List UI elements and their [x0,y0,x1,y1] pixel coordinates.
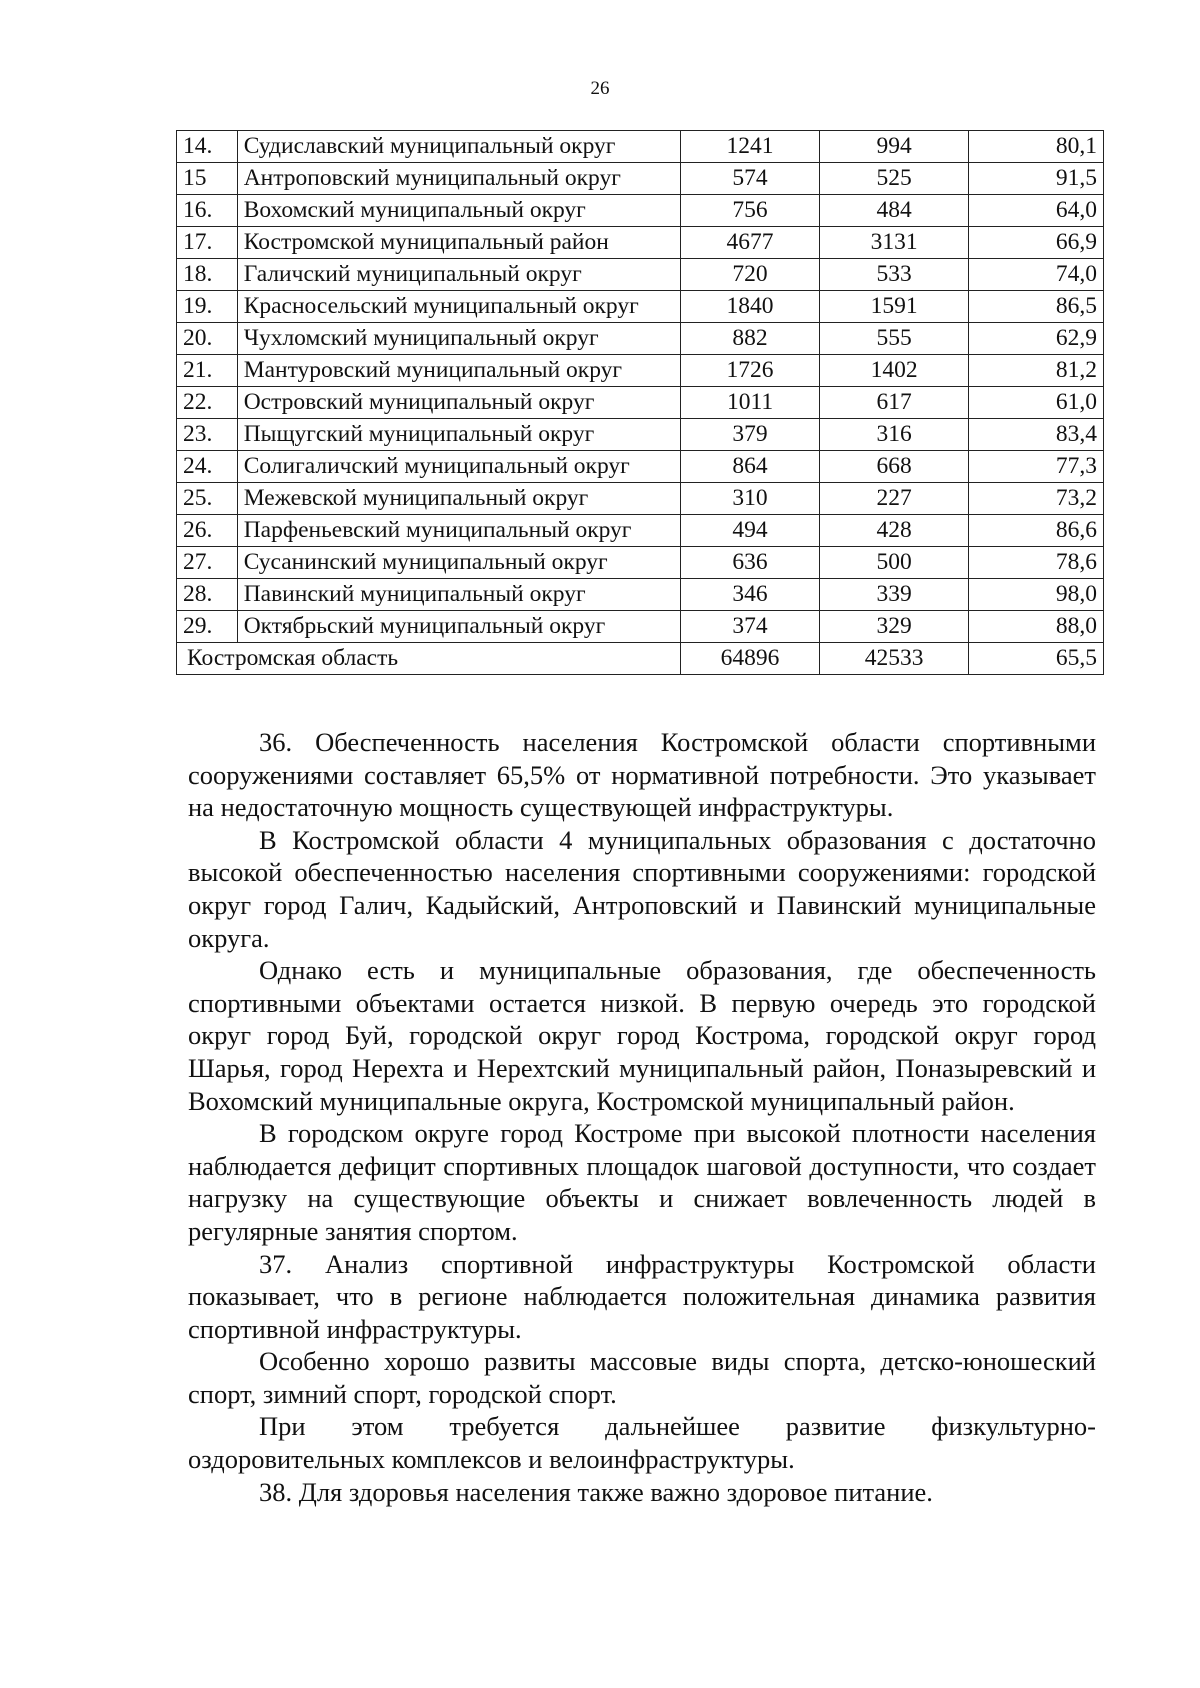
actual-capacity: 994 [820,131,969,163]
required-capacity: 720 [681,259,820,291]
table-row [177,163,1104,195]
provision-percent: 66,9 [969,227,1104,259]
actual-capacity: 500 [820,547,969,579]
actual-capacity: 533 [820,259,969,291]
required-capacity: 346 [681,579,820,611]
provision-percent: 98,0 [969,579,1104,611]
municipality-name: Межевской муниципальный округ [237,483,680,515]
table-row [177,419,1104,451]
actual-capacity: 525 [820,163,969,195]
table-row [177,611,1104,643]
municipality-name: Сусанинский муниципальный округ [237,547,680,579]
required-capacity: 1726 [681,355,820,387]
table-total-row [177,643,1104,675]
row-number: 25. [177,483,238,515]
municipality-name: Костромской муниципальный район [237,227,680,259]
provision-percent: 80,1 [969,131,1104,163]
municipality-name: Парфеньевский муниципальный округ [237,515,680,547]
actual-capacity: 1402 [820,355,969,387]
paragraph: При этом требуется дальнейшее развитие физкультурно-оздоровительных комплексов и велоинфраструктуры. [188,1411,1096,1475]
paragraph: В городском округе город Костроме при высокой плотности населения наблюдается дефицит спортивных площадок шаговой доступности, что создает нагрузку на существующие объекты и снижает вовлеченность людей в регулярные занятия спортом. [188,1118,1096,1246]
table-row [177,227,1104,259]
required-capacity: 4677 [681,227,820,259]
table-row [177,387,1104,419]
row-number: 17. [177,227,238,259]
total-actual-capacity: 42533 [820,643,969,675]
municipality-name: Вохомский муниципальный округ [237,195,680,227]
provision-percent: 77,3 [969,451,1104,483]
paragraph: 36. Обеспеченность населения Костромской области спортивными сооружениями составляет 65,5% от нормативной потребности. Это указывает на недостаточную мощность существующей инфраструктуры. [188,727,1096,823]
table-row [177,515,1104,547]
row-number: 19. [177,291,238,323]
provision-percent: 88,0 [969,611,1104,643]
provision-percent: 91,5 [969,163,1104,195]
table-body [177,131,1104,675]
row-number: 20. [177,323,238,355]
actual-capacity: 227 [820,483,969,515]
row-number: 15 [177,163,238,195]
row-number: 26. [177,515,238,547]
municipality-name: Судиславский муниципальный округ [237,131,680,163]
required-capacity: 1241 [681,131,820,163]
municipality-name: Галичский муниципальный округ [237,259,680,291]
table-row [177,259,1104,291]
municipality-name: Пыщугский муниципальный округ [237,419,680,451]
actual-capacity: 329 [820,611,969,643]
municipality-name: Чухломский муниципальный округ [237,323,680,355]
provision-percent: 86,5 [969,291,1104,323]
required-capacity: 864 [681,451,820,483]
row-number: 22. [177,387,238,419]
table-row [177,483,1104,515]
actual-capacity: 484 [820,195,969,227]
required-capacity: 494 [681,515,820,547]
required-capacity: 636 [681,547,820,579]
municipality-name: Октябрьский муниципальный округ [237,611,680,643]
row-number: 18. [177,259,238,291]
municipality-name: Мантуровский муниципальный округ [237,355,680,387]
municipality-name: Островский муниципальный округ [237,387,680,419]
provision-percent: 61,0 [969,387,1104,419]
total-label: Костромская область [177,643,681,675]
required-capacity: 374 [681,611,820,643]
municipality-name: Красносельский муниципальный округ [237,291,680,323]
provision-percent: 86,6 [969,515,1104,547]
row-number: 24. [177,451,238,483]
row-number: 28. [177,579,238,611]
row-number: 23. [177,419,238,451]
paragraph: Однако есть и муниципальные образования, где обеспеченность спортивными объектами остается низкой. В первую очередь это городской округ город Буй, городской округ город Кострома, городской округ город Шарья, город Нерехта и Нерехтский муниципальный район, Поназыревский и Вохомский муниципальные округа, Костромской муниципальный район. [188,955,1096,1116]
required-capacity: 310 [681,483,820,515]
actual-capacity: 339 [820,579,969,611]
body-text [188,726,1096,1508]
table-row [177,579,1104,611]
provision-percent: 78,6 [969,547,1104,579]
table-row [177,291,1104,323]
actual-capacity: 316 [820,419,969,451]
paragraph: 38. Для здоровья населения также важно здоровое питание. [259,1476,933,1507]
row-number: 14. [177,131,238,163]
table-row [177,451,1104,483]
paragraph: Особенно хорошо развиты массовые виды спорта, детско-юношеский спорт, зимний спорт, городской спорт. [188,1346,1096,1409]
municipality-name: Солигаличский муниципальный округ [237,451,680,483]
provision-percent: 62,9 [969,323,1104,355]
table-row [177,323,1104,355]
required-capacity: 882 [681,323,820,355]
table-row [177,131,1104,163]
table-row [177,195,1104,227]
required-capacity: 574 [681,163,820,195]
page-number: 26 [590,78,610,99]
provision-percent: 81,2 [969,355,1104,387]
actual-capacity: 555 [820,323,969,355]
actual-capacity: 3131 [820,227,969,259]
actual-capacity: 1591 [820,291,969,323]
sports-facilities-table [176,130,1104,675]
provision-percent: 64,0 [969,195,1104,227]
actual-capacity: 428 [820,515,969,547]
required-capacity: 756 [681,195,820,227]
row-number: 29. [177,611,238,643]
paragraph: В Костромской области 4 муниципальных образования с достаточно высокой обеспеченностью населения спортивными сооружениями: городской округ город Галич, Кадыйский, Антроповский и Павинский муниципальные округа. [188,824,1096,953]
total-required-capacity: 64896 [681,643,820,675]
required-capacity: 1840 [681,291,820,323]
actual-capacity: 668 [820,451,969,483]
row-number: 27. [177,547,238,579]
row-number: 21. [177,355,238,387]
total-provision-percent: 65,5 [969,643,1104,675]
municipality-name: Павинский муниципальный округ [237,579,680,611]
provision-percent: 73,2 [969,483,1104,515]
actual-capacity: 617 [820,387,969,419]
provision-percent: 83,4 [969,419,1104,451]
municipality-name: Антроповский муниципальный округ [237,163,680,195]
table-row [177,355,1104,387]
required-capacity: 379 [681,419,820,451]
required-capacity: 1011 [681,387,820,419]
row-number: 16. [177,195,238,227]
table-row [177,547,1104,579]
paragraph: 37. Анализ спортивной инфраструктуры Костромской области показывает, что в регионе наблюдается положительная динамика развития спортивной инфраструктуры. [188,1248,1096,1344]
provision-percent: 74,0 [969,259,1104,291]
